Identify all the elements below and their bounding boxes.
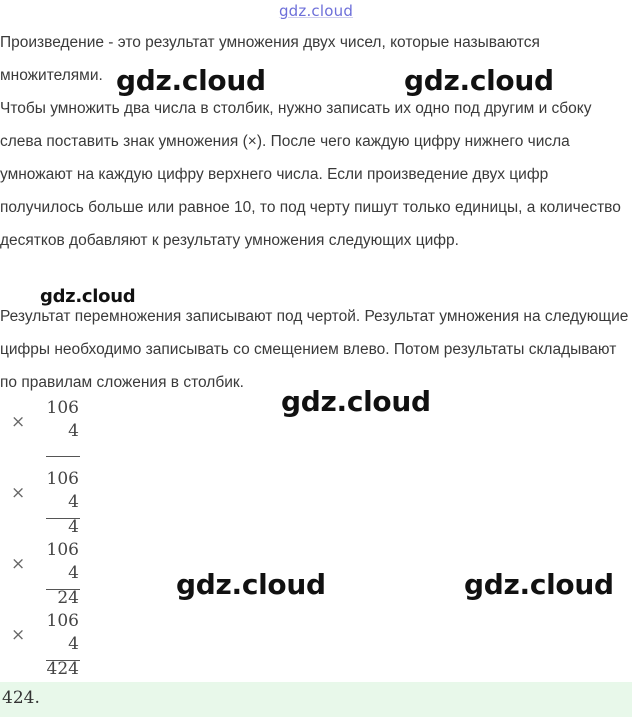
multiplication-step-4 xyxy=(0,611,120,677)
partial-result: 424 xyxy=(46,659,79,679)
partial-result: 4 xyxy=(68,517,79,537)
multiplicand: 106 xyxy=(46,398,79,418)
watermark: gdz.cloud xyxy=(404,64,554,97)
answer-value: 424. xyxy=(2,688,40,708)
multiplication-step-3 xyxy=(0,540,120,606)
multiplication-step-1 xyxy=(0,398,120,464)
result-paragraph: Результат перемножения записывают под чертой. Результат умножения на следующие цифры необходимо записывать со смещением влево. Потом результаты складывают по правилам сложения в столбик. xyxy=(0,308,629,391)
multiplier: 4 xyxy=(68,563,79,583)
watermark: gdz.cloud xyxy=(281,385,431,418)
multiply-sign: × xyxy=(11,483,26,503)
multiplier: 4 xyxy=(68,634,79,654)
method-paragraph: Чтобы умножить два числа в столбик, нужно записать их одно под другим и сбоку слева поставить знак умножения (×). После чего каждую цифру нижнего числа умножают на каждую цифру верхнего числа. Если произведение двух цифр получилось больше или равное 10, то под черту пишут только единицы, а количество десятков добавляют к результату умножения следующих цифр. xyxy=(0,100,621,249)
multiply-sign: × xyxy=(11,625,26,645)
multiply-sign: × xyxy=(11,554,26,574)
multiplication-step-2 xyxy=(0,469,120,535)
partial-result: 24 xyxy=(57,588,79,608)
multiplicand: 106 xyxy=(46,540,79,560)
watermark: gdz.cloud xyxy=(116,64,266,97)
watermark: gdz.cloud xyxy=(40,286,136,307)
result-line xyxy=(46,456,80,457)
site-logo[interactable]: gdz.cloud xyxy=(278,2,354,20)
multiplicand: 106 xyxy=(46,469,79,489)
watermark: gdz.cloud xyxy=(176,568,326,601)
definition-paragraph: Произведение - это результат умножения двух чисел, которые называются множителями. xyxy=(0,34,540,84)
multiplier: 4 xyxy=(68,421,79,441)
multiplicand: 106 xyxy=(46,611,79,631)
multiply-sign: × xyxy=(11,412,26,432)
multiplier: 4 xyxy=(68,492,79,512)
watermark: gdz.cloud xyxy=(464,568,614,601)
answer-box xyxy=(0,682,632,717)
